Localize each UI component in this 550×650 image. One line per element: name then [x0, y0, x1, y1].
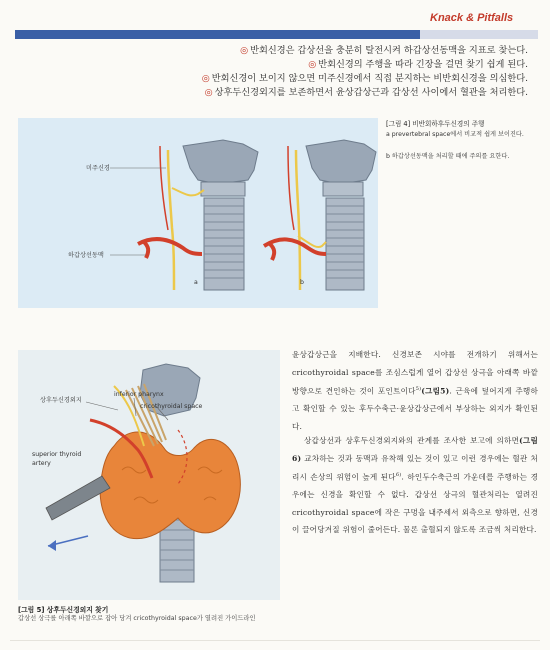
label-inferior-thyroid-artery: 하갑상선동맥	[68, 252, 104, 259]
larynx-trachea-a	[183, 140, 258, 290]
label-inferior-pharynx: inferior pharynx	[114, 391, 164, 398]
larynx-trachea-b	[306, 140, 376, 290]
body-paragraph-2: 상갑상선과 상후두신경외지와의 관계를 조사한 보고에 의하면(그림6) 교차하는 것과 동맥과 유착해 있는 것이 있고 이런 경우에는 혈관 처리시 손상의 위험이 높게 된다$^{6)}$. 하인두수축근의 가운데를 주행하는 경우에는 신경을 확인할 수 없다. 갑상선 상극의 혈관처리는 열려진 cricothyroidal space에 작은 구멍을 내주세서 외측으로 향하면, 신경이 끌어당겨질 위험이 줄어든다. 물론 출혈되지 않도록 조금씩 처리한다.	[292, 436, 538, 535]
page-divider	[10, 640, 540, 641]
knack-point-4: ◎ 상후두신경외지를 보존하면서 윤상갑상근과 갑상선 사이에서 혈관을 처리한다.	[204, 87, 528, 98]
figure-5-caption-body: 갑상선 상극를 아래쪽 바깥으로 잡아 당겨 cricothyroidal space가 열려진 가이드라인	[18, 615, 256, 622]
figure-5-caption-title: [그림 5] 상후두신경외지 찾기	[18, 606, 109, 614]
label-superior-thyroid-artery: superior thyroid artery	[32, 451, 82, 467]
label-cricothyroidal-space: cricothyroidal space	[140, 403, 203, 410]
nonrecurrent-nerve-a	[172, 188, 204, 195]
figure-4-caption-title: [그림 4] 비반회하후두신경의 주행	[386, 120, 485, 128]
knack-point-2: ◎ 반회신경의 주행을 따라 긴장을 걸면 찾기 쉽게 된다.	[308, 59, 528, 70]
section-title: Knack & Pitfalls	[430, 12, 514, 24]
label-panel-a: a	[194, 279, 198, 286]
body-paragraph-1: 윤상갑상근을 지배한다. 신경보존 시야를 전개하기 위해서는 cricothyroidal space를 조심스럽게 열어 갑상선 상극을 아래쪽 바깥 방향으로 견인하는 것이 포인트이다$^{5)}$(그림5). 근육에 덮어지게 주행하고 확인할 수 있는 후두수축근·윤상갑상근에서 부상하는 외지가 확인된다.	[292, 350, 538, 431]
knack-point-1: ◎ 반회신경은 갑상선을 충분히 탈전시켜 하갑상선동맥을 지표로 찾는다.	[240, 45, 528, 56]
thyroid-gland	[100, 432, 240, 539]
figure-5-caption	[18, 604, 288, 623]
figure-5-illustration	[18, 350, 280, 600]
figure-4-illustration	[18, 118, 378, 308]
vagus-red-b	[288, 146, 294, 230]
label-vagus: 미주신경	[86, 165, 110, 172]
vagus-nerve-a	[168, 150, 174, 290]
vagus-red-a	[160, 146, 168, 230]
figure-4-caption-item-b: b 하갑상선동맥을 처리할 때에 주의를 요한다.	[386, 153, 510, 160]
knack-point-3: ◎ 반회신경이 보이지 않으면 미주신경에서 직접 분지하는 비반회신경을 의심한다.	[201, 73, 528, 84]
figure-4-caption-item-a: a prevertebral space에서 비교적 쉽게 보이진다.	[386, 131, 524, 138]
label-panel-b: b	[300, 279, 304, 286]
label-superior-laryngeal-ext: 상후두신경외지	[40, 397, 82, 404]
vagus-nerve-b	[296, 150, 300, 290]
header-bar-light	[420, 30, 538, 39]
header-bar	[15, 30, 420, 39]
